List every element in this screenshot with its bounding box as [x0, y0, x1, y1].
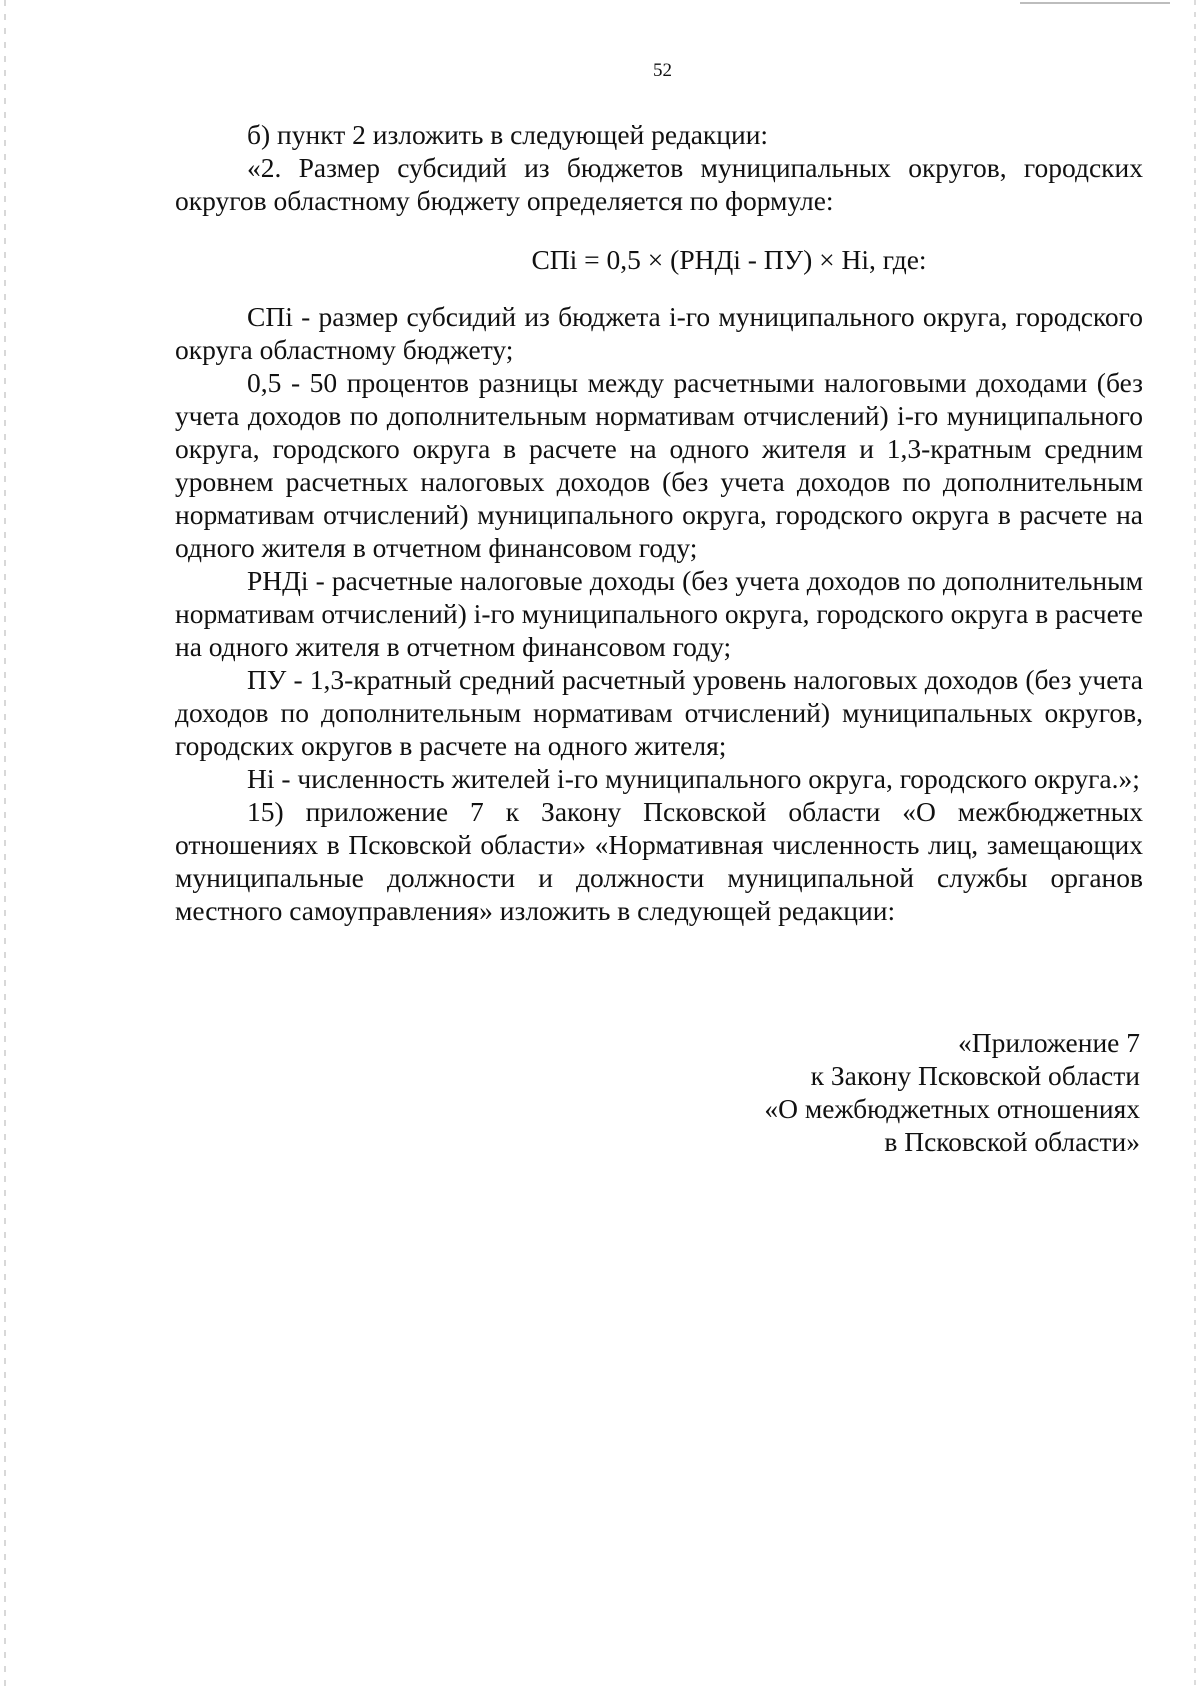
appendix-line: «О межбюджетных отношениях [764, 1093, 1140, 1124]
appendix-line: «Приложение 7 [958, 1027, 1140, 1058]
scan-edge-right [1194, 0, 1196, 1686]
document-body [175, 118, 1143, 927]
appendix-line: к Закону Псковской области [810, 1060, 1140, 1091]
appendix-heading [620, 1026, 1140, 1158]
formula: СПi = 0,5 × (РНДi - ПУ) × Нi, где: [531, 244, 927, 275]
paragraph-def-coefficient: 0,5 - 50 процентов разницы между расчетными налоговыми доходами (без учета доходов по дополнительным нормативам отчислений) i-го муниципального округа, городского округа в расчете на одного жителя и 1,3-кратным средним уровнем расчетных налоговых доходов (без учета доходов по дополнительным нормативам отчислений) муниципального округа, городского округа в расчете на одного жителя в отчетном финансовом году; [175, 367, 1143, 563]
paragraph-item-15: 15) приложение 7 к Закону Псковской области «О межбюджетных отношениях в Псковской области» «Нормативная численность лиц, замещающих муниципальные должности и должности муниципальной службы органов местного самоуправления» изложить в следующей редакции: [175, 796, 1143, 926]
paragraph-def-rndi: РНДi - расчетные налоговые доходы (без учета доходов по дополнительным нормативам отчислений) i-го муниципального округа, городского округа в расчете на одного жителя в отчетном финансовом году; [175, 565, 1143, 662]
appendix-line: в Псковской области» [884, 1126, 1140, 1157]
scan-top-rule [1020, 2, 1170, 4]
paragraph-def-spi: СПi - размер субсидий из бюджета i-го муниципального округа, городского округа областному бюджету; [175, 301, 1143, 365]
page-number: 52 [653, 60, 672, 81]
paragraph-subsidy-size: «2. Размер субсидий из бюджетов муниципальных округов, городских округов областному бюджету определяется по формуле: [175, 152, 1143, 216]
paragraph-def-pu: ПУ - 1,3-кратный средний расчетный уровень налоговых доходов (без учета доходов по дополнительным нормативам отчислений) муниципальных округов, городских округов в расчете на одного жителя; [175, 664, 1143, 761]
paragraph-def-ni: Нi - численность жителей i-го муниципального округа, городского округа.»; [247, 763, 1140, 794]
paragraph-intro: б) пункт 2 изложить в следующей редакции: [247, 119, 769, 150]
scan-edge-left [4, 0, 6, 1686]
